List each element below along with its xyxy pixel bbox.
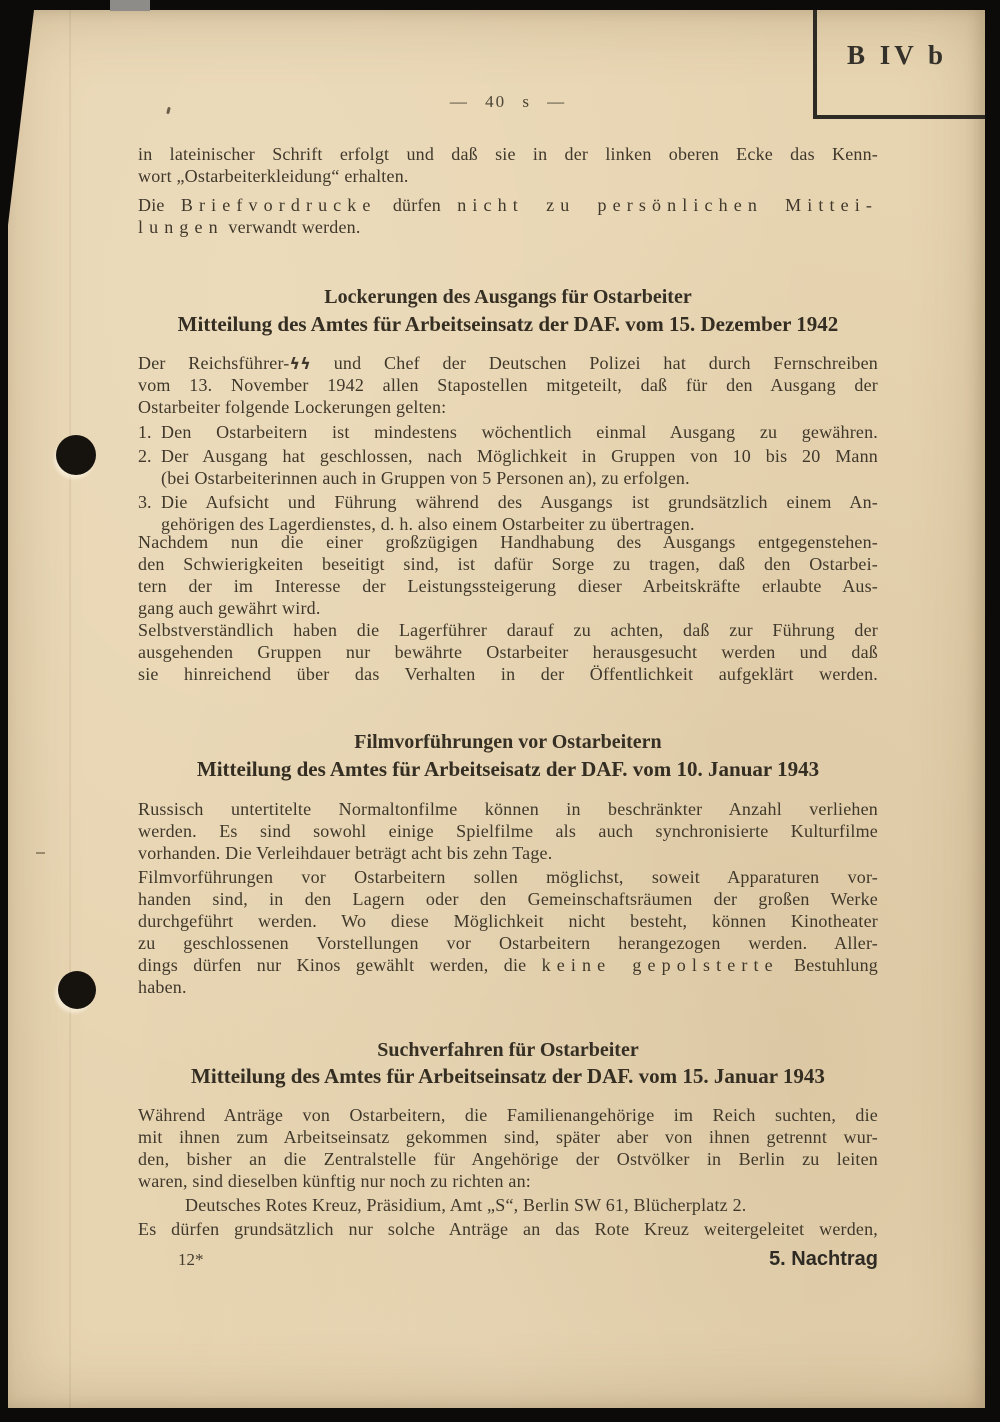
paragraph-intro-1	[138, 143, 878, 187]
text-line: Selbstverständlich haben die Lagerführer darauf zu achten, daß zur Führung der	[138, 620, 878, 640]
text-line	[138, 954, 878, 976]
text-line	[138, 216, 878, 238]
text-segment: verwandt werden.	[223, 217, 361, 237]
text-line: mit ihnen zum Arbeitseinsatz gekommen sind, später aber von ihnen getrennt wur-	[138, 1127, 878, 1147]
text-segment-letterspaced: keine gepolsterte	[541, 955, 779, 975]
text-line: wort „Ostarbeiterkleidung“ erhalten.	[138, 166, 409, 186]
text-line: Während Anträge von Ostarbeitern, die Familienangehörige im Reich suchten, die	[138, 1105, 878, 1125]
text-line: werden. Es sind sowohl einige Spielfilme als auch synchronisierte Kulturfilme	[138, 821, 878, 841]
text-line: durchgeführt werden. Wo diese Möglichkeit nicht besteht, können Kinotheater	[138, 911, 878, 931]
text-line: den Schwierigkeiten beseitigt sind, ist dafür Sorge zu tragen, daß den Ostarbei-	[138, 554, 878, 574]
text-line: haben.	[138, 977, 187, 997]
supplement-label: 5. Nachtrag	[769, 1248, 878, 1270]
text-line: gehörigen des Lagerdienstes, d. h. also einem Ostarbeiter zu übertragen.	[161, 514, 695, 534]
paper-crease	[69, 10, 71, 1408]
text-line	[138, 352, 878, 374]
list-item	[138, 445, 878, 489]
text-line: ausgehenden Gruppen nur bewährte Ostarbeiter herausgesucht werden und daß	[138, 642, 878, 662]
text-line: Der Ausgang hat geschlossen, nach Möglichkeit in Gruppen von 10 bis 20 Mann	[161, 446, 878, 466]
section2-paragraph-2	[138, 866, 878, 998]
section3-paragraph-1	[138, 1104, 878, 1192]
address-line: Deutsches Rotes Kreuz, Präsidium, Amt „S“, Berlin SW 61, Blücherplatz 2.	[185, 1195, 747, 1215]
section3-paragraph-2	[138, 1218, 878, 1240]
punch-hole-bottom	[58, 971, 96, 1009]
signature-mark: 12*	[178, 1250, 204, 1269]
section1-subtitle: Mitteilung des Amtes für Arbeitseinsatz der DAF. vom 15. Dezember 1942	[177, 312, 839, 336]
text-line: Filmvorführungen vor Ostarbeitern sollen möglichst, soweit Apparaturen vor-	[138, 867, 878, 887]
list-item-number: 3.	[138, 492, 152, 512]
punch-hole-top	[56, 435, 96, 475]
text-segment: Bestuhlung	[778, 955, 878, 975]
text-line: Die Aufsicht und Führung während des Ausgangs ist grundsätzlich einem An-	[161, 492, 878, 512]
section1-title: Lockerungen des Ausgangs für Ostarbeiter	[324, 286, 692, 308]
text-segment: dings dürfen nur Kinos gewählt werden, die	[138, 955, 542, 975]
ss-runes: ϟϟ	[289, 354, 312, 373]
page-number: — 40 s —	[449, 92, 567, 111]
text-segment: und Chef der Deutschen Polizei hat durch Fernschreiben	[311, 353, 878, 373]
text-line: sie hinreichend über das Verhalten in der Öffentlichkeit aufgeklärt werden.	[138, 664, 878, 684]
text-line: tern der im Interesse der Leistungssteigerung dieser Arbeitskräfte erlaubte Aus-	[138, 576, 878, 596]
section3-subtitle: Mitteilung des Amtes für Arbeitseinsatz der DAF. vom 15. Januar 1943	[191, 1064, 825, 1088]
section1-paragraph-3	[138, 619, 878, 685]
text-line: vom 13. November 1942 allen Stapostellen mitgeteilt, daß für den Ausgang der	[138, 375, 878, 395]
paper-corner-shadow	[8, 10, 34, 225]
text-segment: Die	[138, 195, 181, 215]
list-item-number: 2.	[138, 446, 152, 466]
text-line: handen sind, in den Lagern oder den Gemeinschaftsräumen der großen Werke	[138, 889, 878, 909]
list-item-number: 1.	[138, 422, 152, 442]
list-item	[138, 421, 878, 443]
corner-box-horizontal-rule	[813, 115, 985, 119]
section3-title: Suchverfahren für Ostarbeiter	[377, 1039, 639, 1061]
text-line: Den Ostarbeitern ist mindestens wöchentlich einmal Ausgang zu gewähren.	[161, 422, 878, 442]
list-item	[138, 491, 878, 535]
section2-paragraph-1	[138, 798, 878, 864]
section1-paragraph-1	[138, 352, 878, 418]
text-line: Ostarbeiter folgende Lockerungen gelten:	[138, 397, 447, 417]
text-line: den, bisher an die Zentralstelle für Angehörige der Ostvölker in Berlin zu leiten	[138, 1149, 878, 1169]
text-segment-letterspaced: Briefvordrucke	[180, 195, 377, 215]
text-line	[138, 194, 878, 216]
scan-edge-artifact	[110, 0, 150, 11]
text-segment-letterspaced: lungen	[138, 217, 224, 237]
text-line: gang auch gewährt wird.	[138, 598, 321, 618]
text-line: in lateinischer Schrift erfolgt und daß sie in der linken oberen Ecke das Kenn-	[138, 144, 878, 164]
text-line: vorhanden. Die Verleihdauer beträgt acht bis zehn Tage.	[138, 843, 553, 863]
text-line: waren, sind dieselben künftig nur noch zu richten an:	[138, 1171, 531, 1191]
text-line: Russisch untertitelte Normaltonfilme können in beschränkter Anzahl verliehen	[138, 799, 878, 819]
text-line: Es dürfen grundsätzlich nur solche Anträge an das Rote Kreuz weitergeleitet werden,	[138, 1219, 878, 1239]
text-line: zu geschlossenen Vorstellungen vor Ostarbeitern herangezogen werden. Aller-	[138, 933, 878, 953]
classification-label: B IV b	[846, 40, 948, 70]
section3-address	[138, 1194, 878, 1216]
ink-speck	[36, 852, 45, 854]
text-line: Nachdem nun die einer großzügigen Handhabung des Ausgangs entgegenstehen-	[138, 532, 878, 552]
text-line: (bei Ostarbeiterinnen auch in Gruppen von 5 Personen an), zu erfolgen.	[161, 468, 690, 488]
text-segment: Der Reichsführer-	[138, 353, 290, 373]
paragraph-intro-2	[138, 194, 878, 238]
section2-title: Filmvorführungen vor Ostarbeitern	[354, 731, 662, 753]
section1-paragraph-2	[138, 531, 878, 619]
section1-numbered-list	[138, 421, 878, 537]
paper-sheet	[8, 10, 985, 1408]
text-segment-letterspaced: nicht zu persönlichen Mittei-	[457, 195, 878, 215]
text-segment: dürfen	[376, 195, 458, 215]
section2-subtitle: Mitteilung des Amtes für Arbeitseisatz der DAF. vom 10. Januar 1943	[196, 757, 820, 781]
